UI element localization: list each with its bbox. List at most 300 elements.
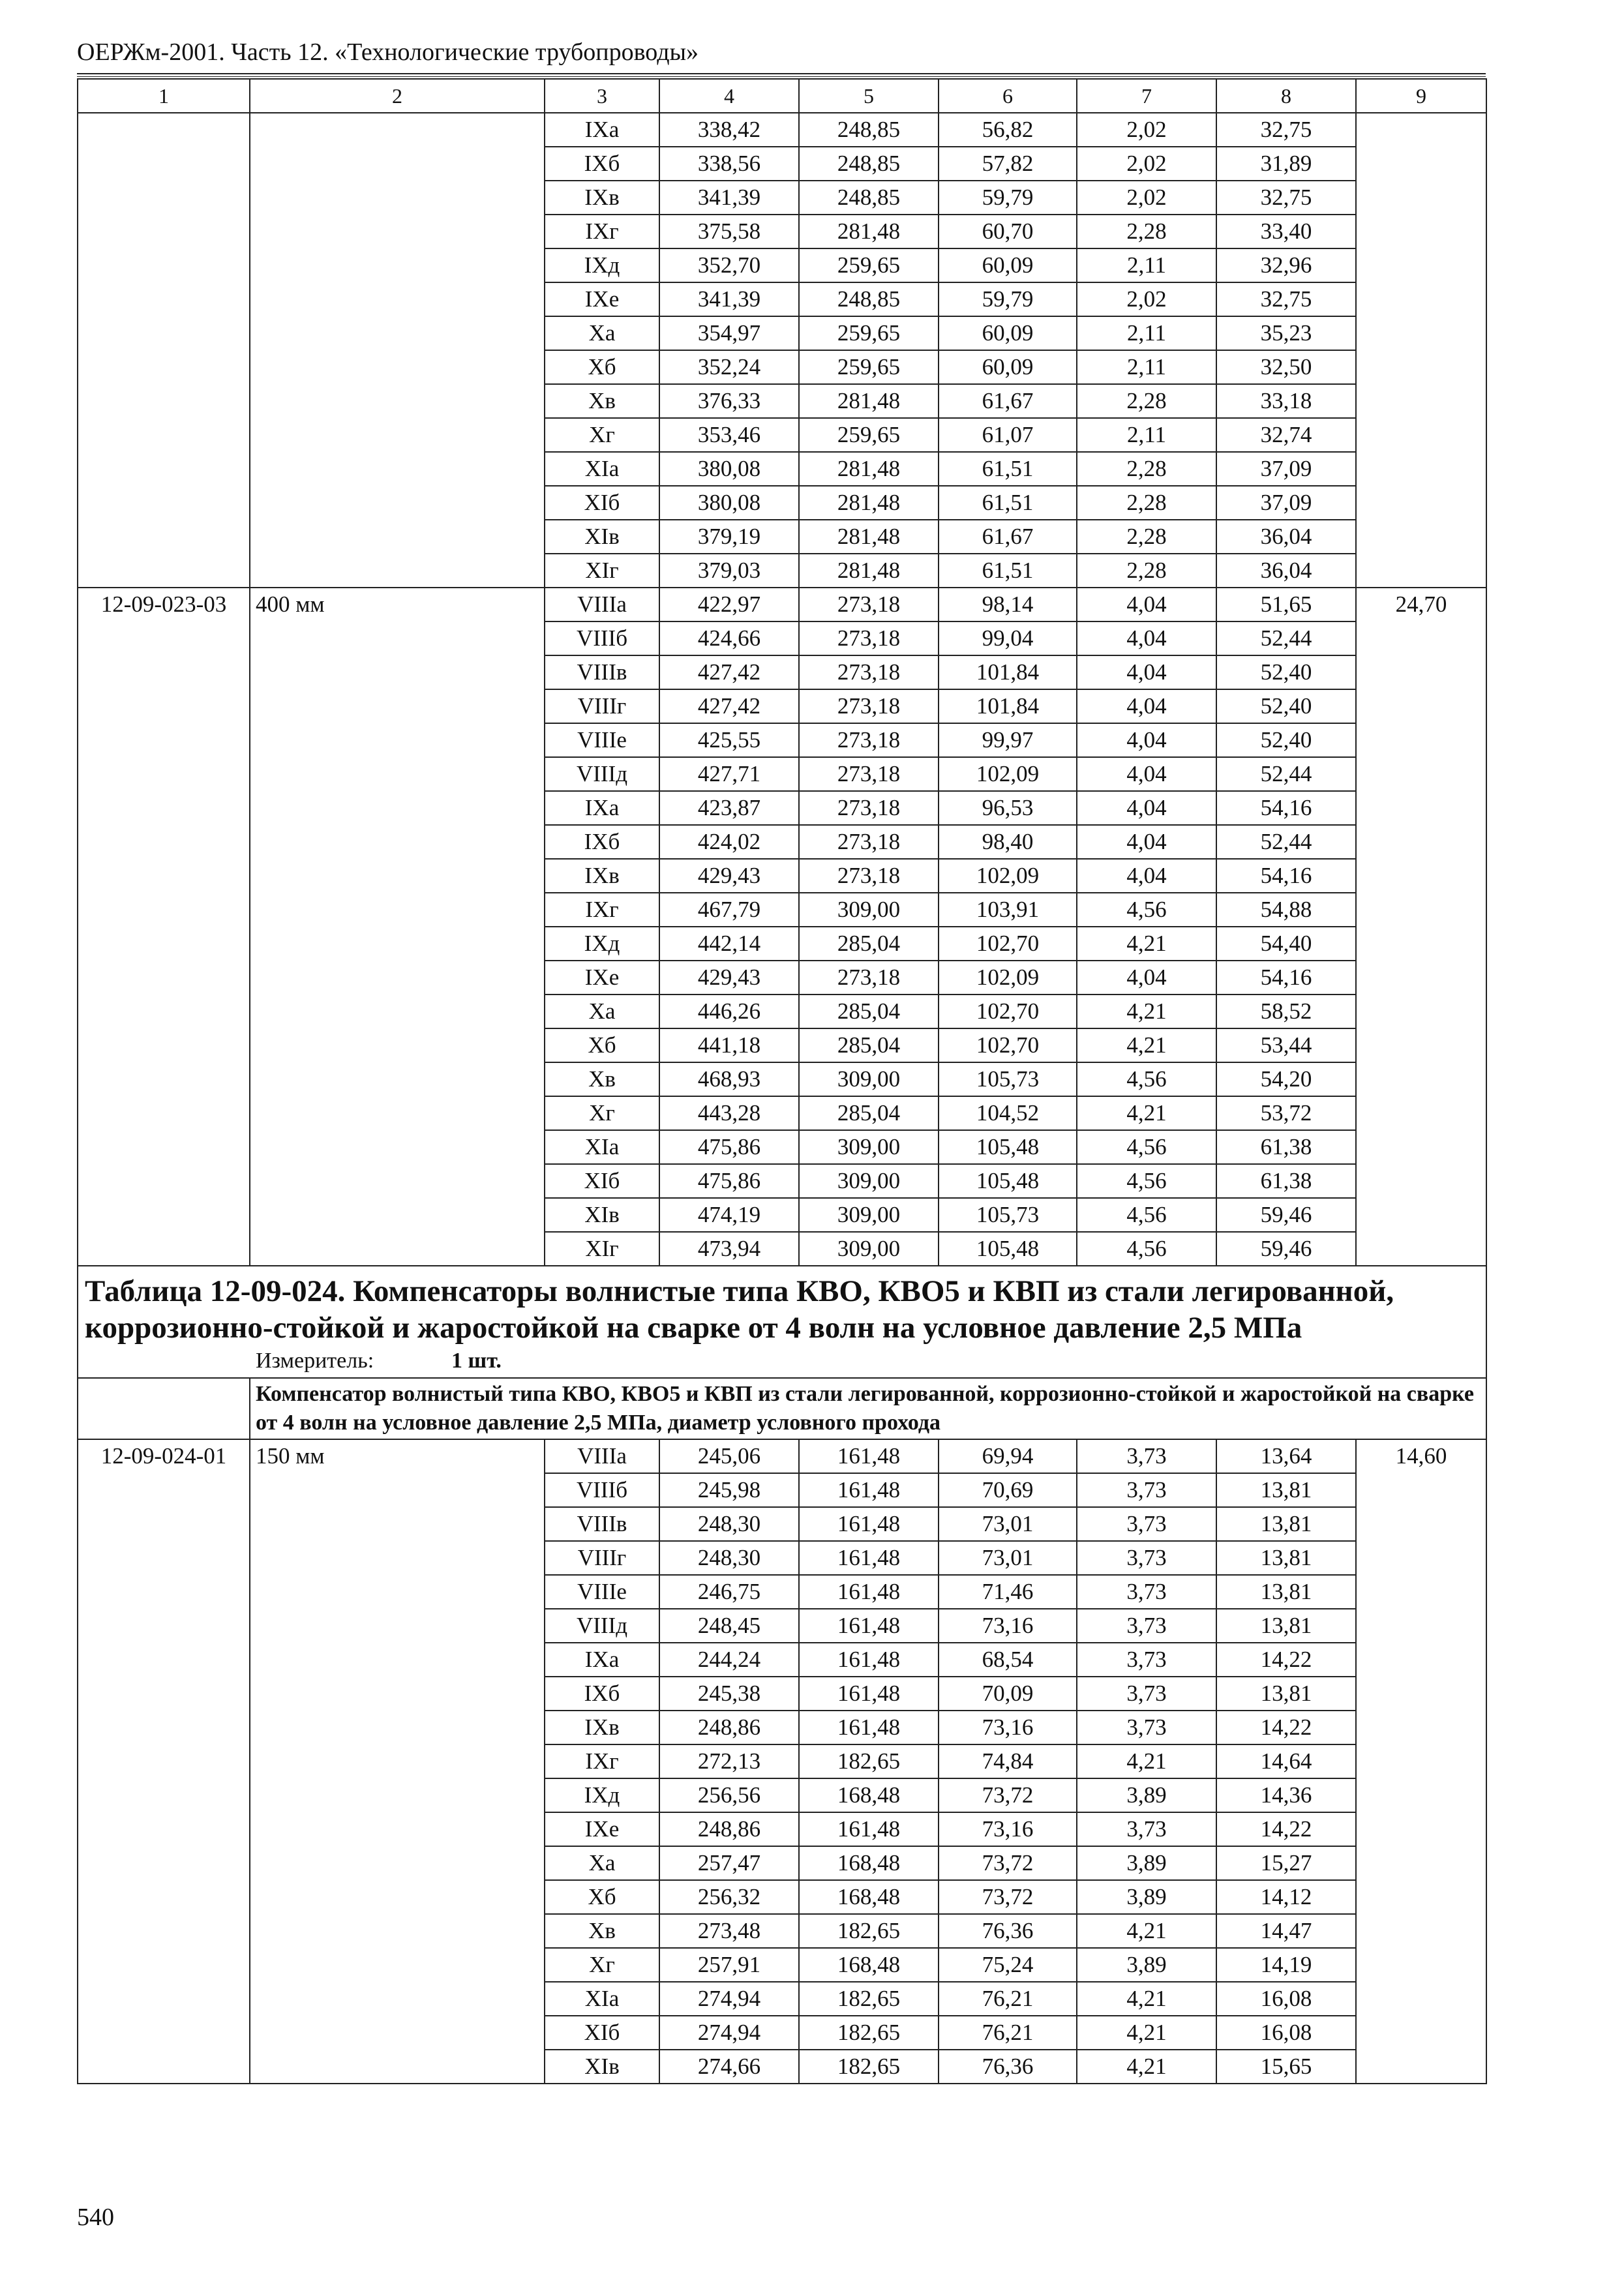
value-cell: 52,44	[1216, 621, 1356, 655]
column-number: 9	[1356, 79, 1486, 113]
value-cell: 13,81	[1216, 1677, 1356, 1711]
mass-cell	[1356, 1062, 1486, 1096]
name-cell	[250, 1028, 545, 1062]
table-row	[78, 1164, 1486, 1198]
value-cell: 4,21	[1077, 927, 1216, 961]
region-cell: IXа	[545, 791, 659, 825]
table-row	[78, 1880, 1486, 1914]
name-cell	[250, 1812, 545, 1846]
value-cell: 273,18	[799, 723, 939, 757]
region-cell: IXг	[545, 893, 659, 927]
value-cell: 37,09	[1216, 486, 1356, 520]
value-cell: 248,85	[799, 147, 939, 181]
mass-cell	[1356, 825, 1486, 859]
code-cell	[78, 1812, 250, 1846]
region-cell: IXг	[545, 1744, 659, 1778]
code-cell	[78, 927, 250, 961]
region-cell: XIа	[545, 1982, 659, 2016]
mass-cell	[1356, 1130, 1486, 1164]
table-row	[78, 1062, 1486, 1096]
code-cell	[78, 995, 250, 1028]
value-cell: 2,11	[1077, 350, 1216, 384]
code-cell	[78, 1164, 250, 1198]
region-cell: XIв	[545, 520, 659, 554]
name-cell	[250, 1541, 545, 1575]
value-cell: 248,86	[659, 1812, 799, 1846]
value-cell: 309,00	[799, 1130, 939, 1164]
region-cell: XIа	[545, 452, 659, 486]
name-cell	[250, 215, 545, 248]
value-cell: 259,65	[799, 350, 939, 384]
value-cell: 281,48	[799, 452, 939, 486]
name-cell	[250, 859, 545, 893]
table-row	[78, 655, 1486, 689]
code-cell	[78, 757, 250, 791]
table-row	[78, 1744, 1486, 1778]
value-cell: 61,51	[939, 554, 1077, 588]
value-cell: 427,42	[659, 689, 799, 723]
value-cell: 274,94	[659, 1982, 799, 2016]
value-cell: 4,21	[1077, 1914, 1216, 1948]
value-cell: 76,21	[939, 1982, 1077, 2016]
value-cell: 182,65	[799, 2050, 939, 2084]
mass-cell	[1356, 350, 1486, 384]
table-row	[78, 1575, 1486, 1609]
region-cell: IXе	[545, 282, 659, 316]
value-cell: 16,08	[1216, 1982, 1356, 2016]
value-cell: 61,38	[1216, 1164, 1356, 1198]
value-cell: 422,97	[659, 588, 799, 621]
code-cell	[78, 1541, 250, 1575]
region-cell: VIIIд	[545, 757, 659, 791]
code-cell	[78, 621, 250, 655]
name-cell	[250, 1507, 545, 1541]
value-cell: 353,46	[659, 418, 799, 452]
value-cell: 60,09	[939, 316, 1077, 350]
value-cell: 425,55	[659, 723, 799, 757]
value-cell: 4,04	[1077, 655, 1216, 689]
table-row	[78, 1812, 1486, 1846]
mass-cell: 14,60	[1356, 1439, 1486, 1473]
value-cell: 32,75	[1216, 282, 1356, 316]
table-row	[78, 791, 1486, 825]
value-cell: 14,22	[1216, 1812, 1356, 1846]
table-row	[78, 1948, 1486, 1982]
value-cell: 60,70	[939, 215, 1077, 248]
region-cell: IXг	[545, 215, 659, 248]
value-cell: 4,56	[1077, 893, 1216, 927]
value-cell: 161,48	[799, 1439, 939, 1473]
mass-cell	[1356, 961, 1486, 995]
table-row	[78, 1130, 1486, 1164]
value-cell: 161,48	[799, 1507, 939, 1541]
mass-cell: 24,70	[1356, 588, 1486, 621]
value-cell: 105,48	[939, 1164, 1077, 1198]
name-cell	[250, 1914, 545, 1948]
value-cell: 3,73	[1077, 1643, 1216, 1677]
value-cell: 56,82	[939, 113, 1077, 147]
value-cell: 3,73	[1077, 1439, 1216, 1473]
value-cell: 105,73	[939, 1198, 1077, 1232]
mass-cell	[1356, 1575, 1486, 1609]
table-row	[78, 757, 1486, 791]
name-cell	[250, 181, 545, 215]
name-cell	[250, 1232, 545, 1266]
value-cell: 281,48	[799, 554, 939, 588]
value-cell: 14,36	[1216, 1778, 1356, 1812]
value-cell: 285,04	[799, 927, 939, 961]
column-number: 7	[1077, 79, 1216, 113]
value-cell: 341,39	[659, 282, 799, 316]
value-cell: 3,73	[1077, 1541, 1216, 1575]
table-row	[78, 1982, 1486, 2016]
value-cell: 59,79	[939, 181, 1077, 215]
table-row	[78, 893, 1486, 927]
value-cell: 429,43	[659, 859, 799, 893]
table-row	[78, 859, 1486, 893]
value-cell: 285,04	[799, 995, 939, 1028]
value-cell: 3,73	[1077, 1575, 1216, 1609]
table-row	[78, 1914, 1486, 1948]
price-table-body	[78, 79, 1486, 2084]
value-cell: 475,86	[659, 1164, 799, 1198]
value-cell: 32,75	[1216, 181, 1356, 215]
value-cell: 256,56	[659, 1778, 799, 1812]
subheading-row	[78, 1378, 1486, 1439]
value-cell: 248,86	[659, 1711, 799, 1744]
code-cell	[78, 1982, 250, 2016]
table-row	[78, 1473, 1486, 1507]
mass-cell	[1356, 1473, 1486, 1507]
name-cell	[250, 316, 545, 350]
value-cell: 257,91	[659, 1948, 799, 1982]
value-cell: 442,14	[659, 927, 799, 961]
code-cell	[78, 1028, 250, 1062]
code-cell	[78, 554, 250, 588]
code-cell	[78, 2016, 250, 2050]
value-cell: 53,72	[1216, 1096, 1356, 1130]
region-cell: Xа	[545, 1846, 659, 1880]
name-cell	[250, 689, 545, 723]
code-cell	[78, 248, 250, 282]
table-row	[78, 961, 1486, 995]
value-cell: 3,89	[1077, 1948, 1216, 1982]
mass-cell	[1356, 384, 1486, 418]
value-cell: 99,04	[939, 621, 1077, 655]
mass-cell	[1356, 181, 1486, 215]
value-cell: 54,16	[1216, 961, 1356, 995]
value-cell: 2,11	[1077, 248, 1216, 282]
value-cell: 13,81	[1216, 1473, 1356, 1507]
value-cell: 76,36	[939, 2050, 1077, 2084]
value-cell: 4,04	[1077, 825, 1216, 859]
mass-cell	[1356, 1164, 1486, 1198]
value-cell: 13,81	[1216, 1507, 1356, 1541]
value-cell: 3,73	[1077, 1812, 1216, 1846]
value-cell: 2,28	[1077, 486, 1216, 520]
value-cell: 248,85	[799, 282, 939, 316]
table-row	[78, 1439, 1486, 1473]
value-cell: 4,56	[1077, 1164, 1216, 1198]
region-cell: XIг	[545, 554, 659, 588]
value-cell: 4,04	[1077, 723, 1216, 757]
name-cell	[250, 418, 545, 452]
value-cell: 4,56	[1077, 1062, 1216, 1096]
value-cell: 259,65	[799, 316, 939, 350]
value-cell: 273,18	[799, 689, 939, 723]
value-cell: 71,46	[939, 1575, 1077, 1609]
value-cell: 273,18	[799, 859, 939, 893]
value-cell: 13,81	[1216, 1541, 1356, 1575]
value-cell: 281,48	[799, 520, 939, 554]
code-cell	[78, 1677, 250, 1711]
value-cell: 354,97	[659, 316, 799, 350]
region-cell: IXб	[545, 825, 659, 859]
value-cell: 13,81	[1216, 1609, 1356, 1643]
value-cell: 245,98	[659, 1473, 799, 1507]
value-cell: 168,48	[799, 1778, 939, 1812]
region-cell: Xг	[545, 1096, 659, 1130]
value-cell: 101,84	[939, 689, 1077, 723]
value-cell: 429,43	[659, 961, 799, 995]
value-cell: 281,48	[799, 384, 939, 418]
table-row	[78, 384, 1486, 418]
table-row	[78, 248, 1486, 282]
mass-cell	[1356, 1541, 1486, 1575]
region-cell: XIг	[545, 1232, 659, 1266]
value-cell: 4,56	[1077, 1130, 1216, 1164]
value-cell: 423,87	[659, 791, 799, 825]
value-cell: 161,48	[799, 1541, 939, 1575]
value-cell: 256,32	[659, 1880, 799, 1914]
value-cell: 4,04	[1077, 859, 1216, 893]
value-cell: 73,72	[939, 1778, 1077, 1812]
name-cell	[250, 1711, 545, 1744]
name-cell	[250, 1948, 545, 1982]
mass-cell	[1356, 1677, 1486, 1711]
table-row	[78, 1541, 1486, 1575]
region-cell: IXб	[545, 147, 659, 181]
name-cell	[250, 1744, 545, 1778]
subheading-spacer	[78, 1378, 250, 1439]
value-cell: 2,28	[1077, 554, 1216, 588]
name-cell	[250, 1096, 545, 1130]
value-cell: 161,48	[799, 1677, 939, 1711]
value-cell: 53,44	[1216, 1028, 1356, 1062]
value-cell: 4,04	[1077, 621, 1216, 655]
value-cell: 54,40	[1216, 927, 1356, 961]
name-cell	[250, 520, 545, 554]
column-number-row	[78, 79, 1486, 113]
value-cell: 161,48	[799, 1609, 939, 1643]
value-cell: 2,02	[1077, 282, 1216, 316]
value-cell: 341,39	[659, 181, 799, 215]
value-cell: 309,00	[799, 1198, 939, 1232]
value-cell: 102,09	[939, 859, 1077, 893]
region-cell: Xа	[545, 995, 659, 1028]
value-cell: 161,48	[799, 1473, 939, 1507]
value-cell: 3,89	[1077, 1846, 1216, 1880]
name-cell	[250, 384, 545, 418]
value-cell: 4,21	[1077, 2050, 1216, 2084]
table-row	[78, 995, 1486, 1028]
region-cell: XIб	[545, 1164, 659, 1198]
name-cell	[250, 1164, 545, 1198]
name-cell	[250, 723, 545, 757]
value-cell: 2,02	[1077, 181, 1216, 215]
value-cell: 35,23	[1216, 316, 1356, 350]
mass-cell	[1356, 1744, 1486, 1778]
name-cell	[250, 350, 545, 384]
value-cell: 4,04	[1077, 757, 1216, 791]
column-number: 1	[78, 79, 250, 113]
code-cell	[78, 452, 250, 486]
value-cell: 2,02	[1077, 113, 1216, 147]
value-cell: 4,21	[1077, 995, 1216, 1028]
value-cell: 74,84	[939, 1744, 1077, 1778]
value-cell: 61,51	[939, 486, 1077, 520]
value-cell: 468,93	[659, 1062, 799, 1096]
table-row	[78, 2016, 1486, 2050]
code-cell	[78, 1473, 250, 1507]
region-cell: VIIIе	[545, 1575, 659, 1609]
code-cell: 12-09-023-03	[78, 588, 250, 621]
value-cell: 32,75	[1216, 113, 1356, 147]
value-cell: 15,27	[1216, 1846, 1356, 1880]
name-cell	[250, 893, 545, 927]
value-cell: 76,36	[939, 1914, 1077, 1948]
code-cell: 12-09-024-01	[78, 1439, 250, 1473]
name-cell	[250, 825, 545, 859]
value-cell: 281,48	[799, 215, 939, 248]
mass-cell	[1356, 1232, 1486, 1266]
value-cell: 3,73	[1077, 1711, 1216, 1744]
name-cell	[250, 791, 545, 825]
value-cell: 13,81	[1216, 1575, 1356, 1609]
value-cell: 73,16	[939, 1711, 1077, 1744]
column-number: 8	[1216, 79, 1356, 113]
value-cell: 15,65	[1216, 2050, 1356, 2084]
mass-cell	[1356, 1778, 1486, 1812]
value-cell: 61,51	[939, 452, 1077, 486]
column-number: 5	[799, 79, 939, 113]
region-cell: VIIIа	[545, 1439, 659, 1473]
name-cell	[250, 1846, 545, 1880]
value-cell: 52,40	[1216, 689, 1356, 723]
name-cell	[250, 1575, 545, 1609]
code-cell	[78, 1880, 250, 1914]
code-cell	[78, 215, 250, 248]
mass-cell	[1356, 282, 1486, 316]
table-row	[78, 452, 1486, 486]
code-cell	[78, 1744, 250, 1778]
table-row	[78, 486, 1486, 520]
value-cell: 273,18	[799, 588, 939, 621]
value-cell: 4,04	[1077, 791, 1216, 825]
value-cell: 467,79	[659, 893, 799, 927]
value-cell: 257,47	[659, 1846, 799, 1880]
value-cell: 54,88	[1216, 893, 1356, 927]
code-cell	[78, 1948, 250, 1982]
value-cell: 4,21	[1077, 1028, 1216, 1062]
region-cell: VIIIв	[545, 1507, 659, 1541]
code-cell	[78, 350, 250, 384]
value-cell: 424,66	[659, 621, 799, 655]
region-cell: VIIIг	[545, 689, 659, 723]
table-row	[78, 723, 1486, 757]
value-cell: 274,66	[659, 2050, 799, 2084]
value-cell: 273,18	[799, 825, 939, 859]
table-row	[78, 1609, 1486, 1643]
name-cell	[250, 147, 545, 181]
code-cell	[78, 1711, 250, 1744]
name-cell	[250, 1778, 545, 1812]
value-cell: 102,09	[939, 961, 1077, 995]
value-cell: 33,18	[1216, 384, 1356, 418]
value-cell: 99,97	[939, 723, 1077, 757]
value-cell: 441,18	[659, 1028, 799, 1062]
table-row	[78, 181, 1486, 215]
value-cell: 4,04	[1077, 689, 1216, 723]
region-cell: Xг	[545, 1948, 659, 1982]
mass-cell	[1356, 723, 1486, 757]
region-cell: Xб	[545, 1028, 659, 1062]
value-cell: 2,11	[1077, 316, 1216, 350]
region-cell: XIб	[545, 486, 659, 520]
value-cell: 16,08	[1216, 2016, 1356, 2050]
table-row	[78, 1028, 1486, 1062]
name-cell	[250, 1473, 545, 1507]
value-cell: 424,02	[659, 825, 799, 859]
value-cell: 380,08	[659, 486, 799, 520]
value-cell: 36,04	[1216, 520, 1356, 554]
value-cell: 76,21	[939, 2016, 1077, 2050]
value-cell: 161,48	[799, 1575, 939, 1609]
region-cell: VIIIв	[545, 655, 659, 689]
value-cell: 57,82	[939, 147, 1077, 181]
value-cell: 473,94	[659, 1232, 799, 1266]
table-row	[78, 520, 1486, 554]
value-cell: 103,91	[939, 893, 1077, 927]
code-cell	[78, 418, 250, 452]
value-cell: 352,70	[659, 248, 799, 282]
name-cell	[250, 2050, 545, 2084]
mass-cell	[1356, 2050, 1486, 2084]
region-cell: IXв	[545, 1711, 659, 1744]
code-cell	[78, 1575, 250, 1609]
value-cell: 2,28	[1077, 215, 1216, 248]
mass-cell	[1356, 520, 1486, 554]
mass-cell	[1356, 1198, 1486, 1232]
code-cell	[78, 282, 250, 316]
mass-cell	[1356, 452, 1486, 486]
header-rule-thin	[77, 76, 1486, 77]
code-cell	[78, 1914, 250, 1948]
mass-cell	[1356, 995, 1486, 1028]
value-cell: 273,18	[799, 791, 939, 825]
table-row	[78, 113, 1486, 147]
code-cell	[78, 859, 250, 893]
value-cell: 4,56	[1077, 1198, 1216, 1232]
code-cell	[78, 893, 250, 927]
region-cell: IXв	[545, 181, 659, 215]
value-cell: 281,48	[799, 486, 939, 520]
value-cell: 4,04	[1077, 961, 1216, 995]
name-cell	[250, 282, 545, 316]
mass-cell	[1356, 1609, 1486, 1643]
table-row	[78, 2050, 1486, 2084]
mass-cell	[1356, 418, 1486, 452]
